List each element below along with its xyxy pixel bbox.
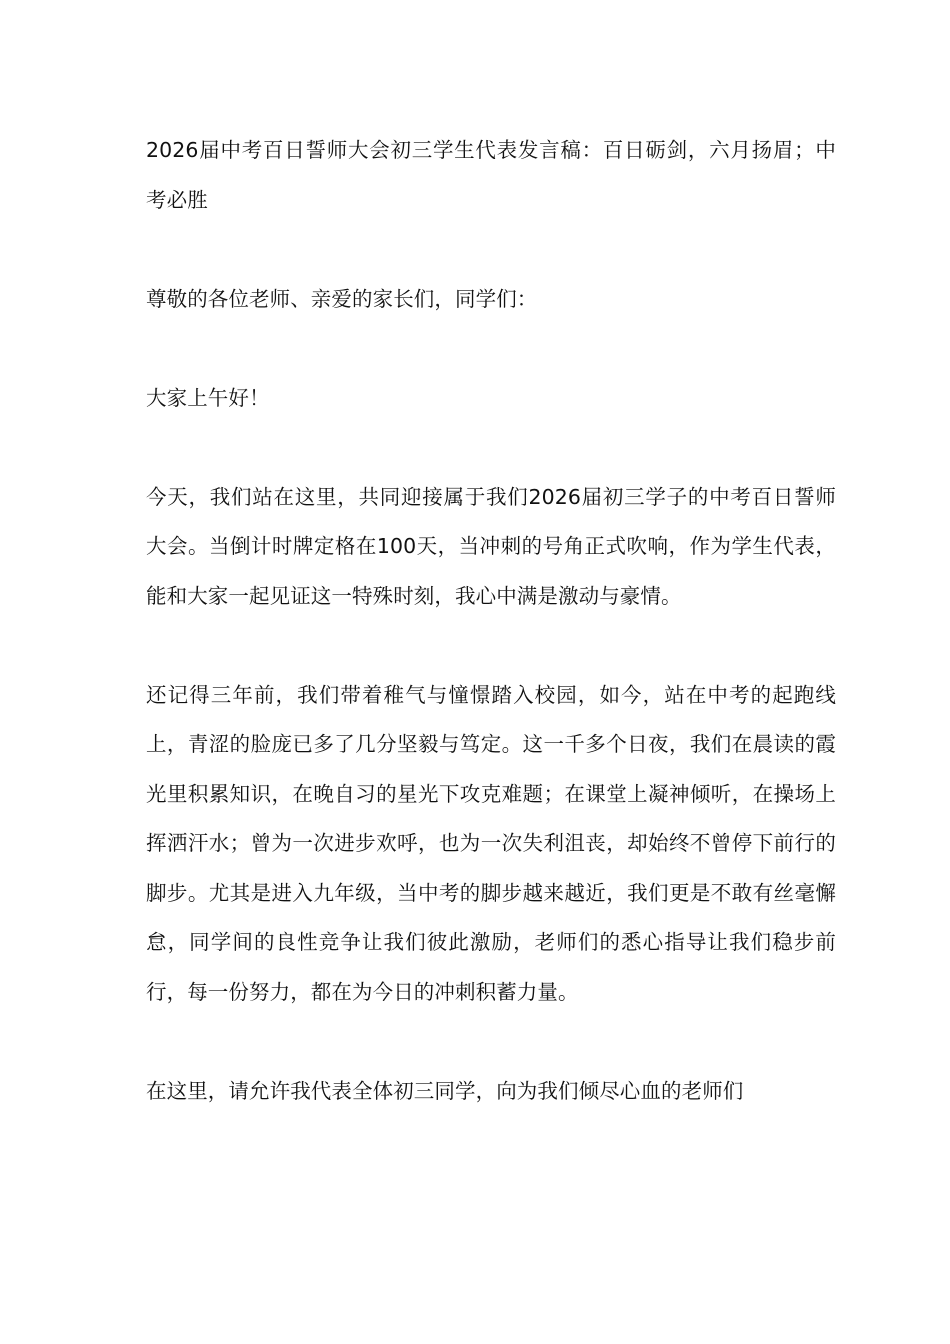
document-body	[146, 126, 836, 1116]
document-title: 2026届中考百日誓师大会初三学生代表发言稿：百日砺剑，六月扬眉；中考必胜	[146, 138, 836, 212]
salutation: 尊敬的各位老师、亲爱的家长们，同学们：	[146, 286, 538, 311]
body-paragraph: 还记得三年前，我们带着稚气与憧憬踏入校园，如今，站在中考的起跑线上，青涩的脸庞已多了几分坚毅与笃定。这一千多个日夜，我们在晨读的霞光里积累知识，在晚自习的星光下攻克难题；在课堂上凝神倾听，在操场上挥洒汗水；曾为一次进步欢呼，也为一次失利沮丧，却始终不曾停下前行的脚步。尤其是进入九年级，当中考的脚步越来越近，我们更是不敢有丝毫懈怠，同学间的良性竞争让我们彼此激励，老师们的悉心指导让我们稳步前行，每一份努力，都在为今日的冲刺积蓄力量。	[146, 682, 836, 1004]
body-paragraph: 今天，我们站在这里，共同迎接属于我们2026届初三学子的中考百日誓师大会。当倒计时牌定格在100天，当冲刺的号角正式吹响，作为学生代表，能和大家一起见证这一特殊时刻，我心中满是激动与豪情。	[146, 484, 836, 608]
greeting: 大家上午好！	[146, 385, 270, 410]
body-paragraph: 在这里，请允许我代表全体初三同学，向为我们倾尽心血的老师们	[146, 1078, 744, 1103]
